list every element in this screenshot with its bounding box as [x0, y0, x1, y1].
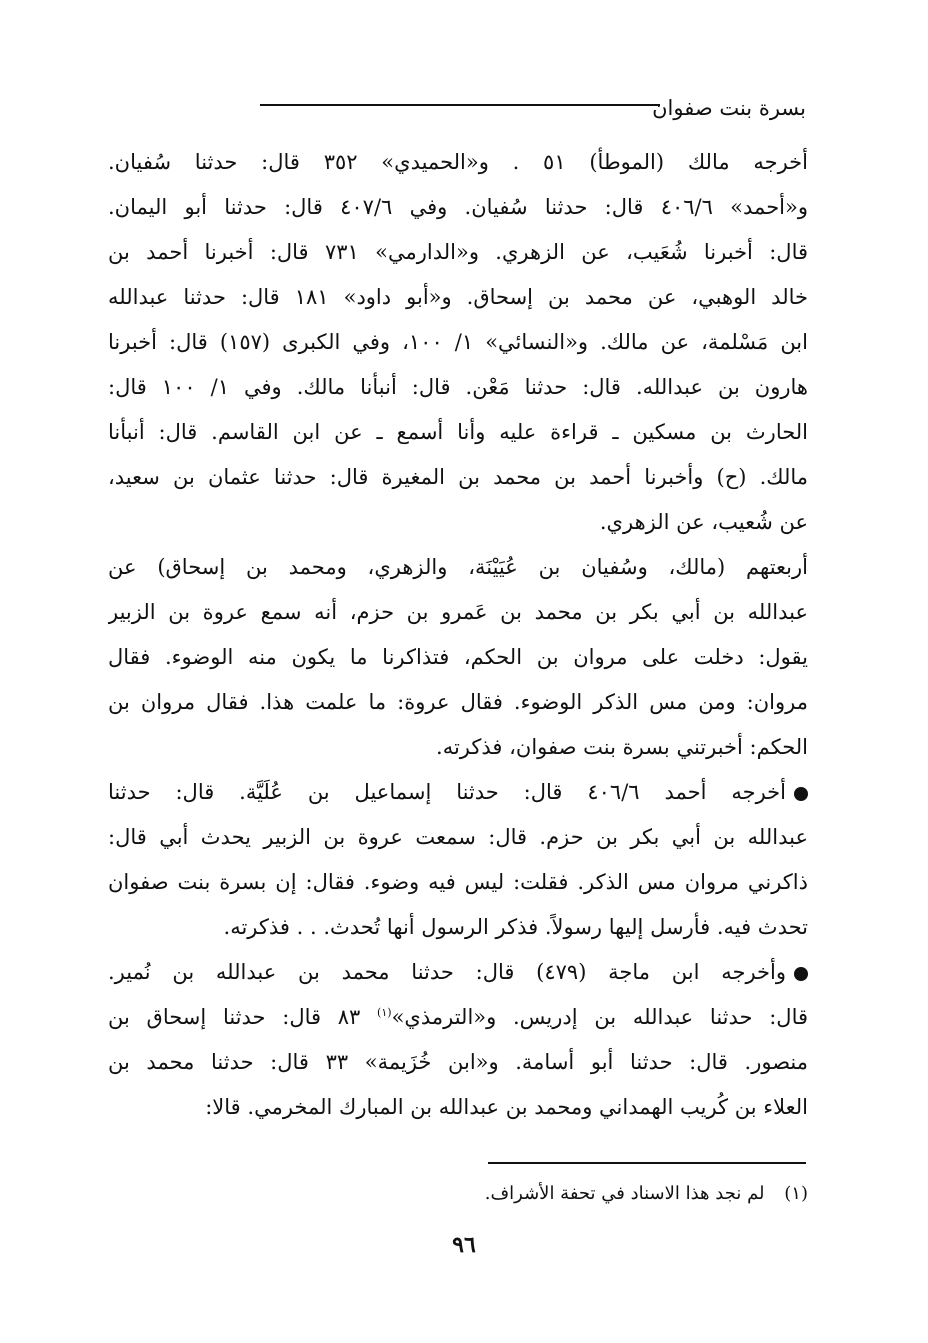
bullet-line: [108, 770, 808, 815]
running-header: [110, 92, 806, 128]
text-line: أربعتهم (مالك، وسُفيان بن عُيَيْنَة، والزهري، ومحمد بن إسحاق) عن: [108, 555, 808, 579]
text-line: عبدالله بن أبي بكر بن حزم. قال: سمعت عروة بن الزبير يحدث أبي قال:: [108, 825, 808, 849]
text-line: يقول: دخلت على مروان بن الحكم، فتذاكرنا ما يكون منه الوضوء. فقال: [108, 645, 808, 669]
footnote-number: (١): [784, 1183, 808, 1204]
text-line: ابن مَسْلمة، عن مالك. و«النسائي» ١/ ١٠٠، وفي الكبرى (١٥٧) قال: أخبرنا: [108, 330, 808, 354]
footnote-text: لم نجد هذا الاسناد في تحفة الأشراف.: [484, 1183, 765, 1204]
text-line: ذاكرني مروان مس الذكر. فقلت: ليس فيه وضوء. فقال: إن بسرة بنت صفوان: [108, 870, 808, 894]
bullet-line: [108, 950, 808, 995]
text-line: العلاء بن كُريب الهمداني ومحمد بن عبدالله بن المبارك المخرمي. قالا:: [205, 1095, 808, 1119]
text-line: خالد الوهبي، عن محمد بن إسحاق. و«أبو داود» ١٨١ قال: حدثنا عبدالله: [108, 285, 808, 309]
footnote-rule: [488, 1162, 806, 1164]
text-line: و«أحمد» ٤٠٦/٦ قال: حدثنا سُفيان. وفي ٤٠٧/٦ قال: حدثنا أبو اليمان.: [108, 195, 808, 219]
bullet-icon: [794, 787, 808, 801]
footnote-marker: (١): [377, 1006, 392, 1019]
footnote: [400, 1180, 808, 1208]
text-line: الحكم: أخبرتني بسرة بنت صفوان، فذكرته.: [436, 735, 808, 759]
text-span: وأخرجه ابن ماجة (٤٧٩) قال: حدثنا محمد بن عبدالله بن نُمير.: [108, 960, 786, 984]
text-span: أخرجه أحمد ٤٠٦/٦ قال: حدثنا إسماعيل بن عُلَيَّة. قال: حدثنا: [108, 780, 786, 804]
text-line: هارون بن عبدالله. قال: حدثنا مَعْن. قال: أنبأنا مالك. وفي ١/ ١٠٠ قال:: [108, 375, 808, 399]
text-line: منصور. قال: حدثنا أبو أسامة. و«ابن خُزَيمة» ٣٣ قال: حدثنا محمد بن: [108, 1050, 808, 1074]
text-line: الحارث بن مسكين ـ قراءة عليه وأنا أسمع ـ عن ابن القاسم. قال: أنبأنا: [108, 420, 808, 444]
text-line: [108, 995, 808, 1040]
text-line: مالك. (ح) وأخبرنا أحمد بن محمد بن المغيرة قال: حدثنا عثمان بن سعيد،: [108, 465, 808, 489]
text-line: تحدث فيه. فأرسل إليها رسولاً. فذكر الرسول أنها تُحدث. . . فذكرته.: [223, 915, 808, 939]
main-text: [108, 140, 808, 1130]
text-line: مروان: ومن مس الذكر الوضوء. فقال عروة: ما علمت هذا. فقال مروان بن: [108, 690, 808, 714]
bullet-icon: [794, 967, 808, 981]
text-line: قال: أخبرنا شُعَيب، عن الزهري. و«الدارمي» ٧٣١ قال: أخبرنا أحمد بن: [108, 240, 808, 264]
text-line: أخرجه مالك (الموطأ) ٥١ . و«الحميدي» ٣٥٢ قال: حدثنا سُفيان.: [108, 150, 808, 174]
text-line: عن شُعيب، عن الزهري.: [599, 510, 808, 534]
header-rule: [260, 104, 660, 106]
page-number: ٩٦: [452, 1232, 476, 1258]
text-span: قال: حدثنا عبدالله بن إدريس. و«الترمذي»: [391, 1005, 808, 1029]
text-span: ٨٣ قال: حدثنا إسحاق بن: [108, 1005, 378, 1029]
text-line: عبدالله بن أبي بكر بن محمد بن عَمرو بن حزم، أنه سمع عروة بن الزبير: [108, 600, 808, 624]
running-title: بسرة بنت صفوان: [652, 96, 806, 120]
